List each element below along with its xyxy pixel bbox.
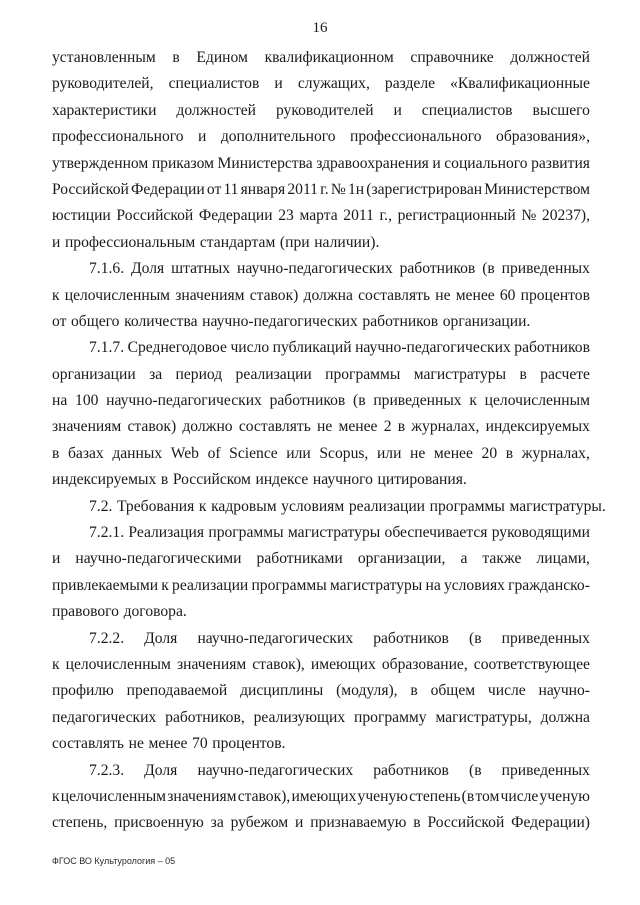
word: ставок) bbox=[127, 418, 177, 436]
word: Российской bbox=[116, 207, 194, 225]
word: целочисленным bbox=[60, 787, 167, 805]
word: научно-педагогических bbox=[355, 339, 511, 357]
word: приведенных bbox=[501, 260, 590, 278]
word: регистрационный bbox=[397, 207, 516, 225]
word: также bbox=[482, 550, 522, 568]
word: Реализация bbox=[128, 524, 205, 542]
text-line bbox=[52, 362, 590, 388]
word: специалистов bbox=[168, 75, 260, 93]
word: не bbox=[435, 286, 451, 304]
word: программы bbox=[251, 576, 327, 594]
word: 2 bbox=[383, 418, 392, 436]
word: магистратуры bbox=[287, 524, 381, 542]
word: менее bbox=[338, 418, 378, 436]
word: менее bbox=[433, 444, 473, 462]
word: профессиональным bbox=[64, 233, 196, 251]
word: признаваемую bbox=[310, 814, 407, 832]
word: индексе bbox=[255, 471, 309, 489]
word: менее bbox=[455, 286, 495, 304]
word: программы bbox=[208, 524, 284, 542]
word: работников bbox=[269, 392, 346, 410]
word: служащих, bbox=[297, 75, 370, 93]
word: составлять bbox=[358, 286, 431, 304]
text-line bbox=[52, 494, 606, 520]
word: от bbox=[52, 312, 67, 330]
text-line bbox=[52, 546, 590, 572]
word: том bbox=[475, 787, 500, 805]
text-line bbox=[52, 388, 590, 414]
text-line bbox=[52, 283, 590, 309]
word: научно-педагогических bbox=[202, 312, 358, 330]
word: магистратуры. bbox=[509, 497, 606, 515]
text-line bbox=[52, 203, 590, 229]
word: число bbox=[230, 339, 270, 357]
word: индексируемых bbox=[485, 418, 590, 436]
word: и bbox=[198, 128, 207, 146]
word: процентов bbox=[520, 286, 590, 304]
word: 100 bbox=[75, 392, 99, 410]
word: (в bbox=[353, 392, 366, 410]
word: значениям bbox=[167, 787, 237, 805]
word: или bbox=[286, 444, 311, 462]
word: должна bbox=[303, 286, 353, 304]
word: реализации bbox=[172, 576, 249, 594]
word: (зарегистрирован bbox=[366, 180, 483, 198]
word: квалификационном bbox=[264, 49, 394, 66]
word: научно-педагогических bbox=[197, 629, 354, 647]
word: и bbox=[432, 154, 441, 172]
word: работников bbox=[373, 629, 449, 647]
word: Федерации bbox=[131, 180, 205, 198]
word: научно-педагогических bbox=[236, 260, 393, 278]
word: (в bbox=[469, 761, 482, 779]
text-line bbox=[52, 414, 590, 440]
text-line bbox=[52, 520, 590, 546]
word: Web bbox=[170, 444, 199, 462]
word: стандартам bbox=[199, 233, 276, 251]
text-line bbox=[52, 177, 590, 203]
word: общем bbox=[430, 682, 476, 700]
word: программу bbox=[354, 708, 427, 726]
word: образования», bbox=[496, 128, 590, 146]
word: развития bbox=[531, 154, 590, 172]
word: марта bbox=[299, 207, 338, 225]
word: Российской bbox=[427, 814, 505, 832]
word: значениям bbox=[175, 286, 245, 304]
word: к bbox=[469, 392, 477, 410]
word: научно-педагогическими bbox=[75, 550, 242, 568]
word: 7.1.6. bbox=[89, 260, 125, 278]
text-line bbox=[52, 626, 590, 652]
word: не bbox=[317, 418, 333, 436]
word: работников bbox=[514, 339, 590, 357]
word: наличии). bbox=[314, 233, 380, 251]
word: за bbox=[210, 814, 224, 832]
word: магистратуры, bbox=[435, 708, 532, 726]
word: утвержденном bbox=[52, 154, 149, 172]
word: 7.1.7. bbox=[89, 339, 125, 357]
word: в bbox=[172, 49, 180, 66]
text-line bbox=[52, 573, 590, 599]
word: степень, bbox=[52, 814, 108, 832]
word: высшего bbox=[532, 101, 590, 119]
word: общего bbox=[71, 312, 120, 330]
word: приведенных bbox=[501, 629, 590, 647]
word: составлять bbox=[52, 735, 124, 753]
word: 60 bbox=[499, 286, 516, 304]
word: работников, bbox=[165, 708, 245, 726]
word: (модуля), bbox=[336, 682, 398, 700]
word: 7.2. bbox=[89, 497, 113, 515]
word: целочисленным bbox=[64, 286, 171, 304]
text-line bbox=[52, 467, 590, 493]
word: реализующих bbox=[253, 708, 346, 726]
word: научного bbox=[312, 471, 373, 489]
word: руководителей bbox=[275, 101, 374, 119]
word: имеющих bbox=[310, 655, 376, 673]
word: числе bbox=[500, 787, 539, 805]
word: значениям bbox=[176, 655, 247, 673]
word: № bbox=[330, 180, 346, 198]
word: программы bbox=[429, 497, 505, 515]
word: в bbox=[52, 444, 60, 462]
text-line bbox=[52, 599, 590, 625]
word: г. bbox=[320, 180, 329, 198]
word: а bbox=[460, 550, 468, 568]
word: процентов. bbox=[212, 735, 286, 753]
word: и bbox=[393, 101, 402, 119]
word: ставок), bbox=[252, 655, 305, 673]
word: в bbox=[410, 682, 418, 700]
word: профессионального bbox=[52, 128, 184, 146]
word: руководящими bbox=[491, 524, 590, 542]
word: журналах, bbox=[521, 444, 590, 462]
word: к bbox=[52, 787, 60, 805]
word: ученую bbox=[357, 787, 408, 805]
text-line bbox=[52, 758, 590, 784]
word: от bbox=[206, 180, 222, 198]
word: (в bbox=[482, 260, 495, 278]
word: цитирования. bbox=[377, 471, 467, 489]
word: период bbox=[175, 365, 223, 383]
word: Доля bbox=[144, 761, 178, 779]
word: значениям bbox=[52, 418, 122, 436]
word: индексируемых bbox=[52, 471, 157, 489]
text-line bbox=[52, 256, 590, 282]
word: присвоенную bbox=[114, 814, 204, 832]
text-line bbox=[52, 71, 590, 97]
word: 70 bbox=[192, 735, 208, 753]
word: к bbox=[52, 286, 60, 304]
word: Scopus, bbox=[319, 444, 369, 462]
word: привлекаемыми bbox=[52, 576, 159, 594]
word: должностей bbox=[176, 101, 257, 119]
word: или bbox=[376, 444, 402, 462]
word: организации bbox=[52, 365, 136, 383]
word: 23 bbox=[278, 207, 294, 225]
footer-note: ФГОС ВО Культурология – 05 bbox=[52, 856, 176, 866]
word: в bbox=[413, 814, 421, 832]
text-line bbox=[52, 98, 590, 124]
word: в bbox=[519, 365, 527, 383]
word: рубежом bbox=[230, 814, 289, 832]
word: Министерства bbox=[217, 154, 313, 172]
word: руководителей, bbox=[52, 75, 154, 93]
word: на bbox=[425, 576, 441, 594]
word: имеющих bbox=[291, 787, 357, 805]
word: правового bbox=[52, 603, 119, 621]
word: 20237), bbox=[541, 207, 590, 225]
word: в bbox=[505, 444, 514, 462]
word: разделе bbox=[384, 75, 436, 93]
word: числе bbox=[487, 682, 526, 700]
word: дисциплины bbox=[240, 682, 324, 700]
document-body bbox=[52, 45, 606, 837]
word: данных bbox=[112, 444, 163, 462]
word: к bbox=[161, 576, 169, 594]
word: целочисленным bbox=[484, 392, 590, 410]
word: степень bbox=[409, 787, 461, 805]
word: преподаваемой bbox=[126, 682, 228, 700]
word: в bbox=[397, 418, 406, 436]
word: № bbox=[521, 207, 537, 225]
word: к bbox=[52, 655, 60, 673]
word: договора. bbox=[123, 603, 187, 621]
word: педагогических bbox=[52, 708, 157, 726]
word: специалистов bbox=[421, 101, 513, 119]
word: реализации bbox=[235, 365, 312, 383]
text-line bbox=[52, 309, 590, 335]
word: Едином bbox=[196, 49, 248, 66]
word: Доля bbox=[144, 629, 178, 647]
text-line bbox=[52, 335, 590, 361]
word: (в bbox=[469, 629, 482, 647]
word: «Квалификационные bbox=[450, 75, 590, 93]
word: целочисленным bbox=[65, 655, 171, 673]
word: не bbox=[128, 735, 144, 753]
word: на bbox=[52, 392, 68, 410]
word: составлять bbox=[238, 418, 311, 436]
word: работников bbox=[362, 312, 439, 330]
word: ставок), bbox=[237, 787, 291, 805]
word: Федерации) bbox=[511, 814, 590, 832]
word: штатных bbox=[171, 260, 231, 278]
word: расчете bbox=[540, 365, 590, 383]
word: базах bbox=[67, 444, 104, 462]
word: соответствующее bbox=[473, 655, 590, 673]
word: работниками bbox=[256, 550, 343, 568]
text-line bbox=[52, 810, 590, 836]
word: Среднегодовое bbox=[127, 339, 227, 357]
word: лицами, bbox=[536, 550, 590, 568]
word: работников bbox=[373, 761, 449, 779]
word: реализации bbox=[348, 497, 426, 515]
word: организации. bbox=[442, 312, 531, 330]
text-line bbox=[52, 784, 590, 810]
word: условиях bbox=[443, 576, 505, 594]
word: журналах, bbox=[411, 418, 480, 436]
word: за bbox=[149, 365, 163, 383]
word: и bbox=[274, 75, 283, 93]
word: установленным bbox=[52, 49, 156, 66]
word: Федерации bbox=[198, 207, 273, 225]
text-line bbox=[52, 441, 590, 467]
word: должно bbox=[182, 418, 233, 436]
word: и bbox=[52, 550, 61, 568]
word: 7.2.2. bbox=[89, 629, 125, 647]
word: ученую bbox=[539, 787, 590, 805]
text-line bbox=[52, 678, 590, 704]
word: профессионального bbox=[349, 128, 482, 146]
word: научно- bbox=[538, 682, 590, 700]
word: ставок) bbox=[249, 286, 299, 304]
word: магистратуры bbox=[413, 365, 507, 383]
word: Требования bbox=[116, 497, 195, 515]
word: должностей bbox=[510, 49, 590, 66]
word: справочнике bbox=[410, 49, 494, 66]
word: гражданско- bbox=[508, 576, 590, 594]
word: 7.2.1. bbox=[89, 524, 125, 542]
word: социального bbox=[444, 154, 528, 172]
word: магистратуры bbox=[329, 576, 423, 594]
word: 20 bbox=[481, 444, 498, 462]
word: (при bbox=[279, 233, 310, 251]
text-line bbox=[52, 705, 590, 731]
word: of bbox=[207, 444, 221, 462]
text-line bbox=[52, 151, 590, 177]
word: 2011 bbox=[343, 207, 374, 225]
word: менее bbox=[148, 735, 188, 753]
word: и bbox=[295, 814, 304, 832]
word: к bbox=[198, 497, 207, 515]
word: количества bbox=[124, 312, 198, 330]
word: профилю bbox=[52, 682, 114, 700]
word: Российской bbox=[52, 180, 129, 198]
word: дополнительного bbox=[220, 128, 336, 146]
word: здравоохранения bbox=[316, 154, 429, 172]
text-line bbox=[52, 124, 590, 150]
word: научно-педагогических bbox=[197, 761, 354, 779]
word: приведенных bbox=[501, 761, 590, 779]
text-line bbox=[52, 652, 590, 678]
word: организации, bbox=[357, 550, 446, 568]
word: Российском bbox=[172, 471, 251, 489]
word: г., bbox=[379, 207, 392, 225]
text-line bbox=[52, 45, 590, 71]
word: 11 bbox=[223, 180, 239, 198]
word: не bbox=[410, 444, 426, 462]
word: в bbox=[160, 471, 169, 489]
word: января bbox=[240, 180, 286, 198]
text-line bbox=[52, 230, 590, 256]
word: Science bbox=[229, 444, 278, 462]
word: 1н bbox=[347, 180, 365, 198]
text-line bbox=[52, 731, 590, 757]
word: характеристики bbox=[52, 101, 157, 119]
word: Министерством bbox=[484, 180, 590, 198]
word: 7.2.3. bbox=[89, 761, 125, 779]
word: образование, bbox=[381, 655, 468, 673]
word: программы bbox=[325, 365, 401, 383]
word: (в bbox=[461, 787, 475, 805]
word: обеспечивается bbox=[384, 524, 488, 542]
word: приказом bbox=[151, 154, 214, 172]
word: должна bbox=[540, 708, 590, 726]
word: юстиции bbox=[52, 207, 111, 225]
word: публикаций bbox=[272, 339, 352, 357]
word: работников bbox=[399, 260, 476, 278]
word: и bbox=[52, 233, 61, 251]
word: условиям bbox=[281, 497, 345, 515]
word: Доля bbox=[131, 260, 165, 278]
word: научно-педагогических bbox=[106, 392, 262, 410]
page-number: 16 bbox=[312, 20, 328, 36]
word: кадровым bbox=[211, 497, 277, 515]
word: 2011 bbox=[287, 180, 318, 198]
word: приведенных bbox=[373, 392, 462, 410]
